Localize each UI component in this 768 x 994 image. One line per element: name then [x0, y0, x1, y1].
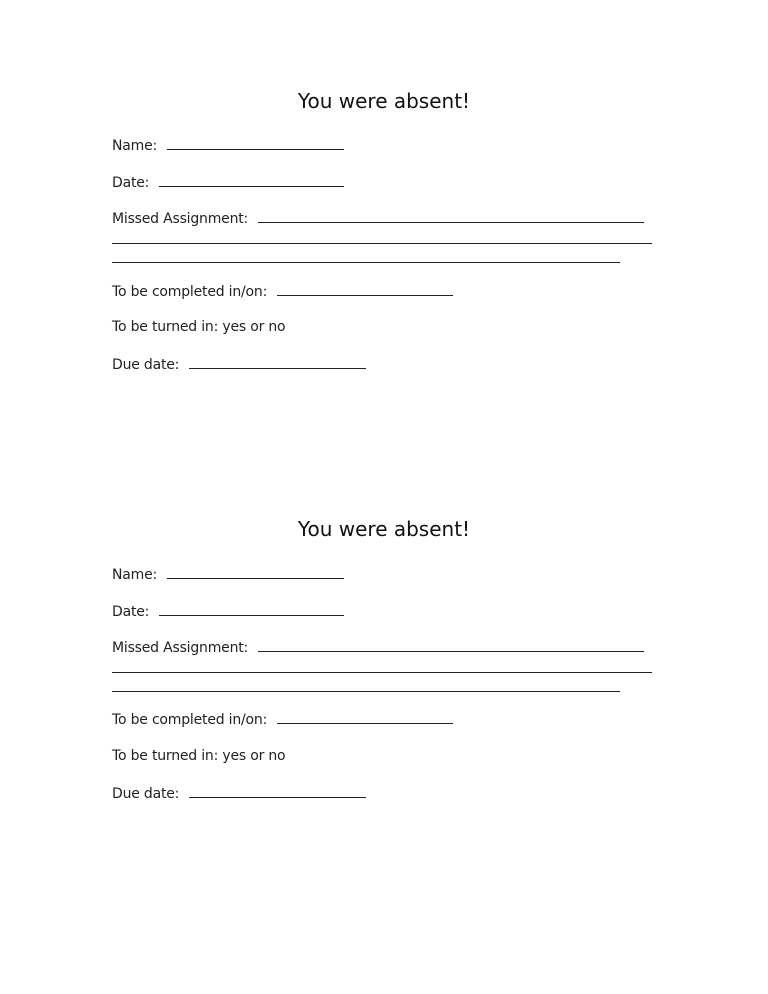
form-title: You were absent!	[297, 89, 471, 113]
missed-assignment-blank[interactable]	[258, 209, 644, 223]
name-row	[112, 136, 344, 155]
missed-assignment-line-2[interactable]	[112, 243, 652, 244]
completed-blank[interactable]	[277, 282, 453, 296]
due-date-label: Due date:	[112, 357, 180, 373]
name-blank[interactable]	[167, 136, 344, 150]
completed-label: To be completed in/on:	[112, 284, 268, 300]
date-blank[interactable]	[159, 173, 344, 187]
missed-assignment-line-3[interactable]	[112, 691, 620, 692]
completed-blank[interactable]	[277, 710, 453, 724]
missed-assignment-row	[112, 638, 644, 657]
missed-assignment-label: Missed Assignment:	[112, 640, 249, 656]
due-date-label: Due date:	[112, 786, 180, 802]
completed-row	[112, 282, 453, 301]
missed-assignment-label: Missed Assignment:	[112, 211, 249, 227]
date-label: Date:	[112, 175, 150, 191]
name-row	[112, 565, 344, 584]
missed-assignment-line-2[interactable]	[112, 672, 652, 673]
due-date-row	[112, 784, 366, 803]
date-blank[interactable]	[159, 602, 344, 616]
turned-in-label: To be turned in: yes or no	[112, 748, 286, 764]
date-row	[112, 602, 344, 621]
date-row	[112, 173, 344, 192]
name-label: Name:	[112, 138, 158, 154]
completed-row	[112, 710, 453, 729]
missed-assignment-row	[112, 209, 644, 228]
missed-assignment-line-3[interactable]	[112, 262, 620, 263]
completed-label: To be completed in/on:	[112, 712, 268, 728]
missed-assignment-blank[interactable]	[258, 638, 644, 652]
date-label: Date:	[112, 604, 150, 620]
form-title: You were absent!	[297, 517, 471, 541]
turned-in-row	[112, 318, 285, 336]
turned-in-row	[112, 747, 285, 765]
due-date-blank[interactable]	[189, 355, 366, 369]
name-label: Name:	[112, 567, 158, 583]
turned-in-label: To be turned in: yes or no	[112, 319, 286, 335]
due-date-blank[interactable]	[189, 784, 366, 798]
due-date-row	[112, 355, 366, 374]
name-blank[interactable]	[167, 565, 344, 579]
